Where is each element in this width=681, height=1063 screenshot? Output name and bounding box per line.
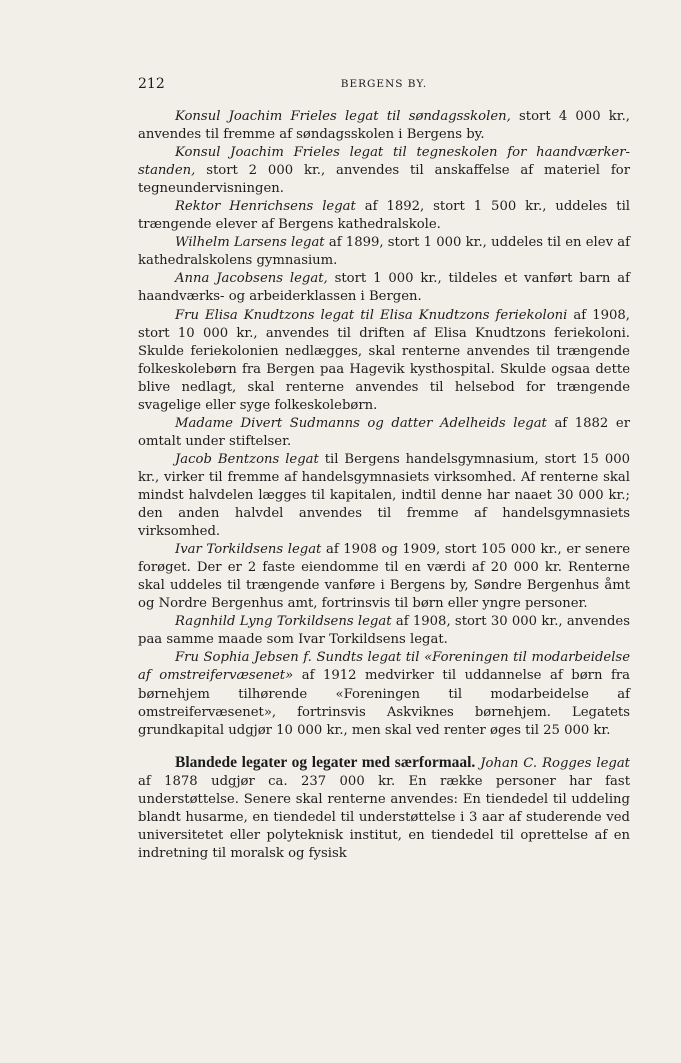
legat-title: Johan C. Rogges legat: [480, 755, 630, 771]
paragraph-10: [138, 613, 630, 649]
body-text: [138, 108, 630, 863]
paragraph-9: [138, 541, 630, 613]
paragraph-text: stort 4 000 kr., anvendes til fremme af søndagsskolen i Bergens by.: [138, 109, 631, 143]
page-header: [138, 76, 630, 94]
paragraph-6: [138, 307, 630, 415]
paragraph-text: af 1892, stort 1 500 kr., uddeles til trængende elever af Bergens kathedralskole.: [138, 199, 631, 233]
paragraph-3: [138, 198, 630, 234]
paragraph-text: stort 2 000 kr., anvendes til anskaffelse af materiel for tegneundervisningen.: [138, 163, 630, 197]
legat-title: Fru Sophia Jebsen f. Sundts legat til «Foreningen til modarbeidelse af omstreifervæsenet»: [138, 650, 630, 684]
legat-title: Jacob Bentzons legat: [175, 451, 319, 467]
legat-title: Rektor Henrichsens legat: [175, 199, 356, 215]
page-number: 212: [138, 76, 165, 92]
paragraph-1: [138, 108, 630, 144]
paragraph-text: til Bergens handelsgymnasium, stort 15 000 kr., virker til fremme af handelsgymnasiets virksomhed. Af renterne skal mindst halvdelen lægges til kapitalen, indtil denne har naaet 30 000 kr.; den anden halvdel anvendes til fremme af handelsgymnasiets virksomhed.: [138, 451, 630, 540]
legat-title: Madame Divert Sudmanns og datter Adelheids legat: [175, 415, 547, 431]
legat-title: Konsul Joachim Frieles legat til tegneskolen for haandværker-standen,: [138, 145, 630, 179]
paragraph-text: af 1912 medvirker til uddannelse af børn fra børnehjem tilhørende «Foreningen til modarbeidelse af omstreifervæsenet», fortrinsvis Askviknes børnehjem. Legatets grundkapital udgjør 10 000 kr., men skal ved renter øges til 25 000 kr.: [138, 668, 630, 738]
paragraph-11: [138, 649, 630, 739]
legat-title: Wilhelm Larsens legat: [175, 235, 325, 251]
section-heading: Blandede legater og legater med særformaal.: [175, 753, 476, 771]
paragraph-text: af 1882 er omtalt under stiftelser.: [138, 415, 630, 449]
paragraph-7: [138, 415, 630, 451]
paragraph-4: [138, 234, 630, 270]
paragraph-5: [138, 270, 630, 306]
paragraph-text: af 1899, stort 1 000 kr., uddeles til en elev af kathedralskolens gymnasium.: [138, 235, 630, 269]
paragraph-text: af 1908, stort 10 000 kr., anvendes til driften af Elisa Knudtzons feriekoloni. Skulde feriekolonien nedlægges, skal renterne anvendes til trængende folkeskolebørn fra Bergen paa Hagevik kysthospital. Skulde ogsaa dette blive nedlagt, skal renterne anvendes til helsebod for trængende svagelige eller syge folkeskolebørn.: [138, 307, 630, 413]
paragraph-2: [138, 144, 630, 198]
running-head: BERGENS BY.: [340, 78, 428, 90]
legat-title: Ivar Torkildsens legat: [175, 542, 322, 558]
paragraph-text: af 1878 udgjør ca. 237 000 kr. En række personer har fast understøttelse. Senere skal renterne anvendes: En tiendedel til uddeling blandt husarme, en tiendedel til understøttelse i 3 aar af studerende ved universitetet eller polyteknisk institut, en tiendedel til oprettelse af en indretning til moralsk og fysisk: [138, 773, 630, 861]
section-paragraph: [138, 754, 630, 863]
paragraph-8: [138, 451, 630, 541]
legat-title: Ragnhild Lyng Torkildsens legat: [175, 614, 392, 630]
paragraph-text: stort 1 000 kr., tildeles et vanført barn af haandværks- og arbeiderklassen i Bergen.: [138, 271, 631, 305]
paragraph-text: af 1908, stort 30 000 kr., anvendes paa samme maade som Ivar Torkildsens legat.: [138, 614, 631, 648]
paragraph-text: af 1908 og 1909, stort 105 000 kr., er senere forøget. Der er 2 faste eiendomme til en værdi af 20 000 kr. Renterne skal uddeles til trængende vanføre i Bergens by, Søndre Bergenhus åmt og Nordre Bergenhus amt, fortrinsvis til børn eller yngre personer.: [138, 542, 630, 612]
legat-title: Konsul Joachim Frieles legat til søndagsskolen,: [175, 109, 511, 124]
legat-title: Fru Elisa Knudtzons legat til Elisa Knudtzons feriekoloni: [175, 307, 568, 323]
legat-title: Anna Jacobsens legat,: [175, 271, 328, 287]
